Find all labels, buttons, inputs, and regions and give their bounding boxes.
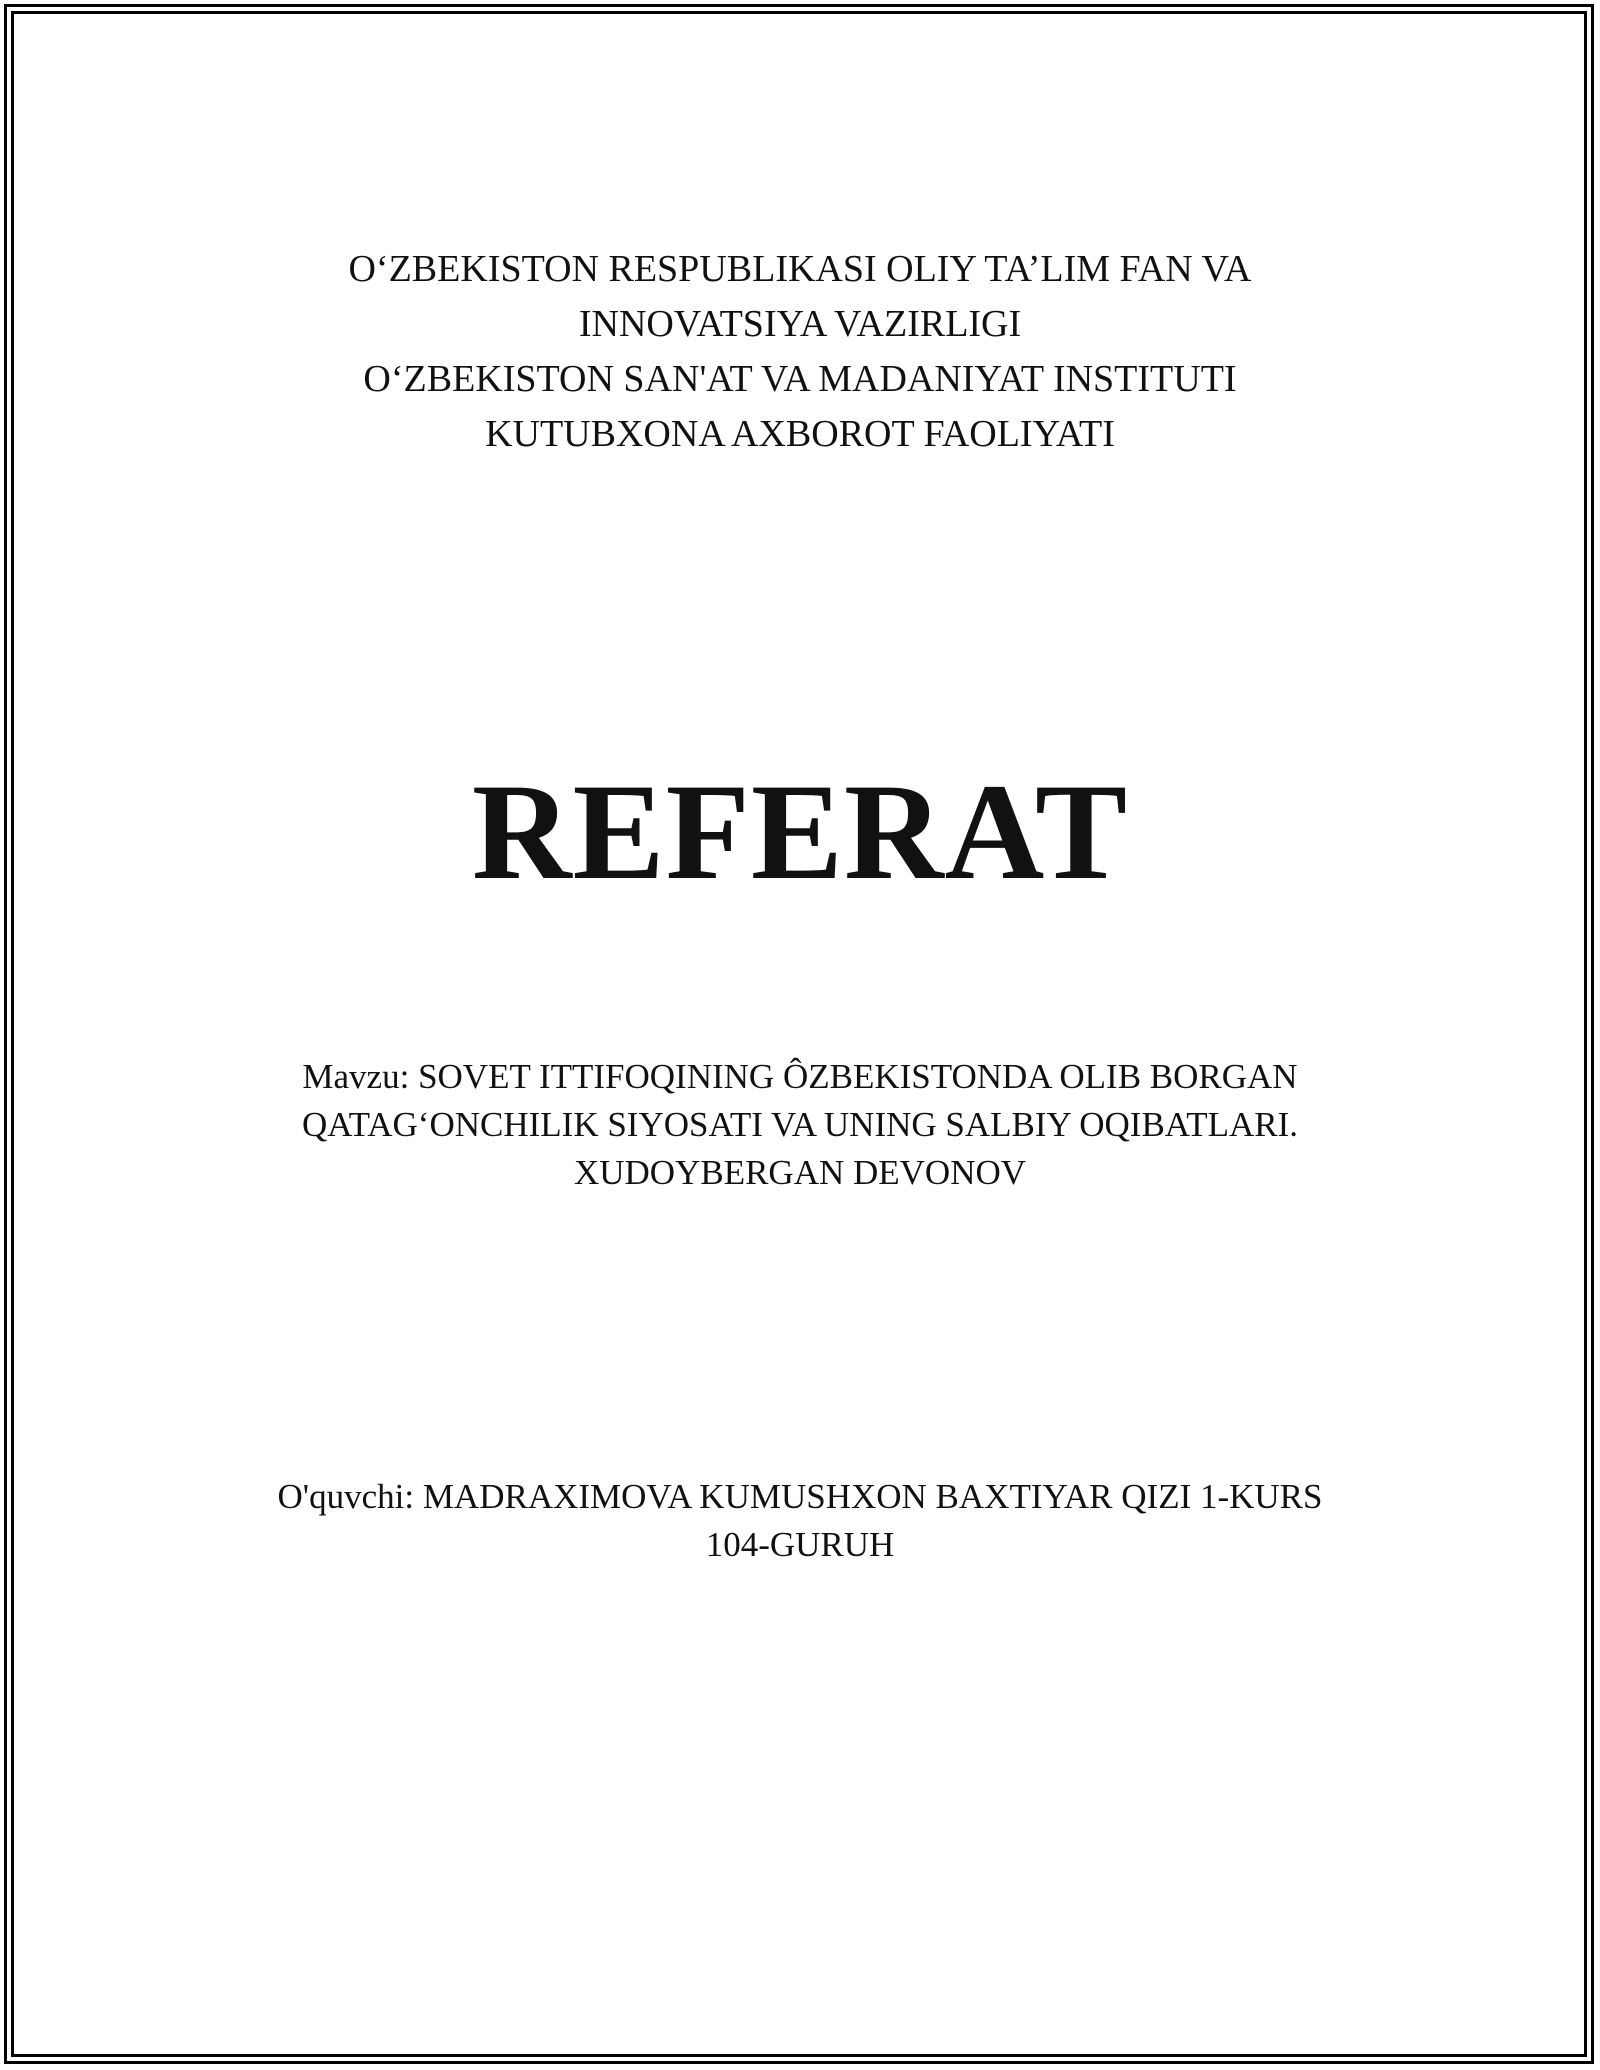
header-line-department: KUTUBXONA AXBOROT FAOLIYATI — [485, 413, 1115, 455]
header-line-institute: O‘ZBEKISTON SAN'AT VA MADANIYAT INSTITUTI — [363, 358, 1237, 400]
student-section — [0, 1473, 1600, 1569]
student-line-2: 104-GURUH — [705, 1525, 895, 1564]
topic-line-1: Mavzu: SOVET ITTIFOQINING ÔZBEKISTONDA OLIB BORGAN — [302, 1057, 1298, 1096]
document-title: REFERAT — [471, 755, 1129, 908]
header-line-ministry-1: O‘ZBEKISTON RESPUBLIKASI OLIY TA’LIM FAN VA — [348, 248, 1252, 290]
topic-line-3: XUDOYBERGAN DEVONOV — [573, 1153, 1027, 1192]
student-line-1: O'quvchi: MADRAXIMOVA KUMUSHXON BAXTIYAR QIZI 1-KURS — [277, 1477, 1323, 1516]
institution-header — [0, 242, 1600, 462]
topic-section — [0, 1053, 1600, 1197]
topic-line-2: QATAG‘ONCHILIK SIYOSATI VA UNING SALBIY OQIBATLARI. — [302, 1105, 1298, 1144]
header-line-ministry-2: INNOVATSIYA VAZIRLIGI — [578, 303, 1022, 345]
